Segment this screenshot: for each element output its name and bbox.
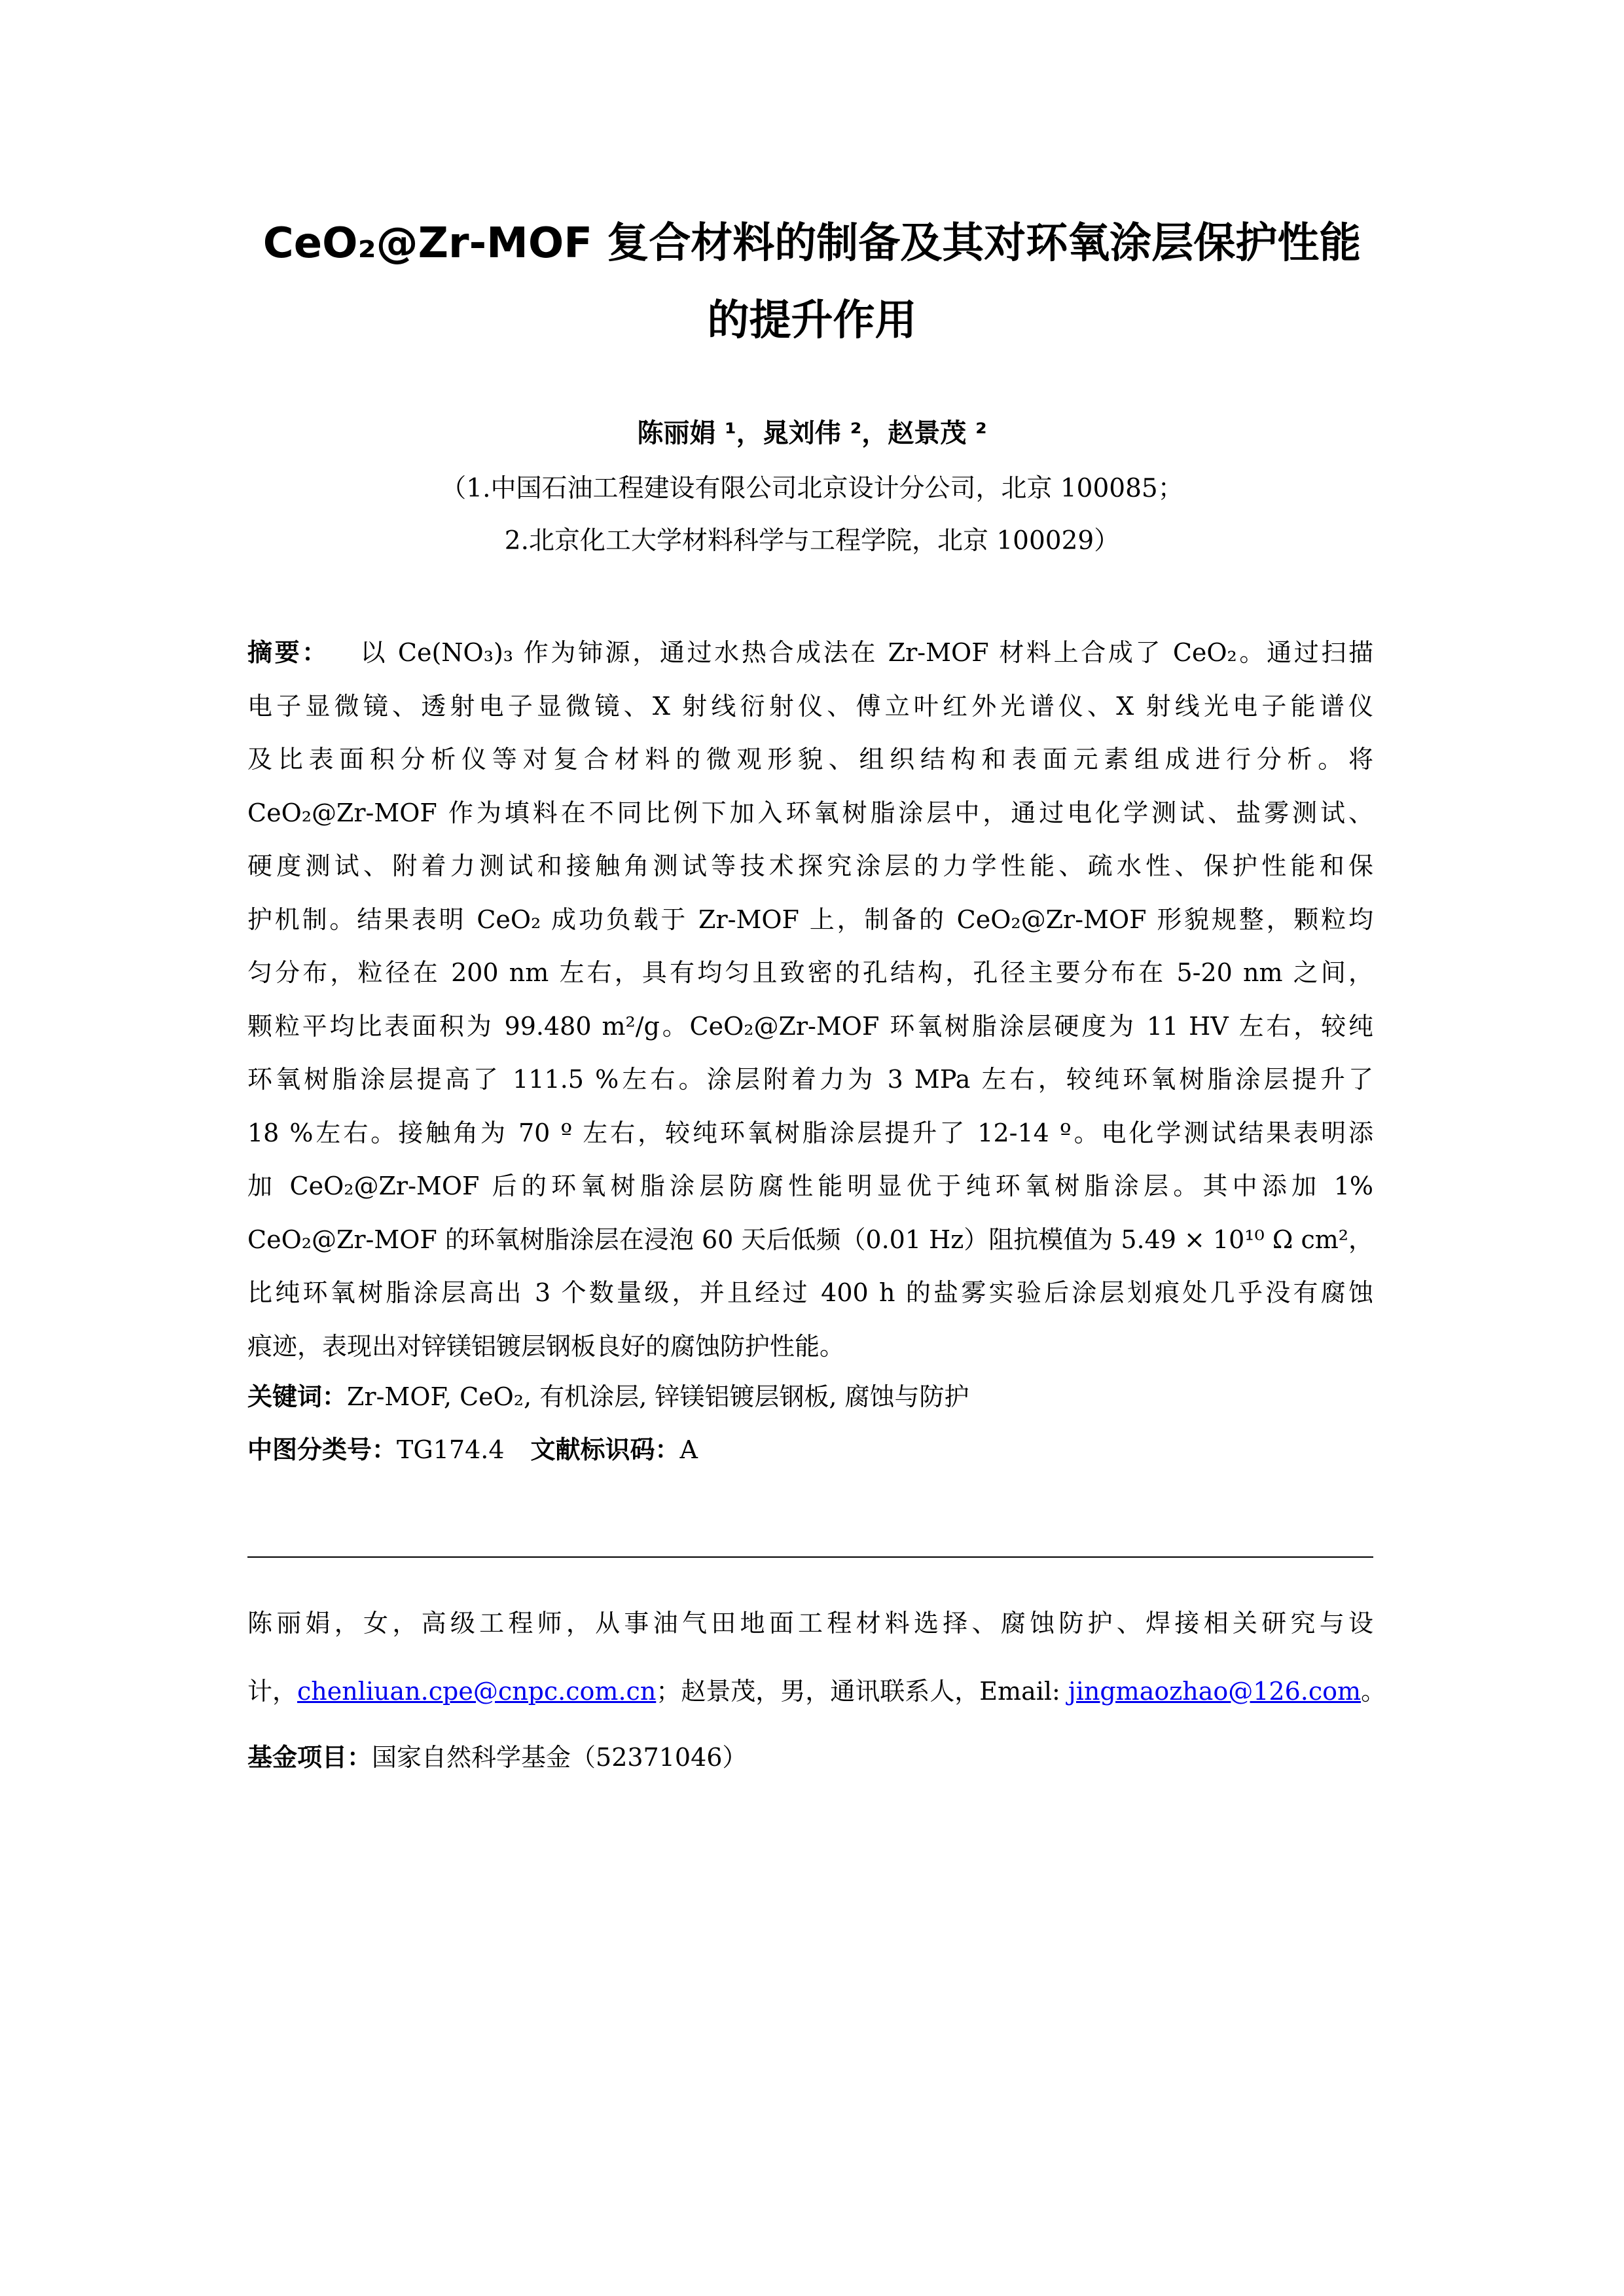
contact-suffix: 。 [1361,1677,1386,1706]
abstract-line: CeO₂@Zr-MOF 作为填料在不同比例下加入环氧树脂涂层中，通过电化学测试、盐雾测试、 [247,798,1373,827]
author-bio-line: 陈丽娟，女，高级工程师，从事油气田地面工程材料选择、腐蚀防护、焊接相关研究与设 [247,1609,1373,1638]
abstract-line: CeO₂@Zr-MOF 的环氧树脂涂层在浸泡 60 天后低频（0.01 Hz）阻抗模值为 5.49 × 10¹⁰ Ω cm²， [247,1225,1373,1254]
funding-label: 基金项目： [247,1743,372,1772]
abstract-line: 颗粒平均比表面积为 99.480 m²/g。CeO₂@Zr-MOF 环氧树脂涂层硬度为 11 HV 左右，较纯 [247,1012,1373,1041]
abstract-line: 环氧树脂涂层提高了 111.5 %左右。涂层附着力为 3 MPa 左右，较纯环氧树脂涂层提升了 [247,1065,1373,1094]
abstract-line: 比纯环氧树脂涂层高出 3 个数量级，并且经过 400 h 的盐雾实验后涂层划痕处几乎没有腐蚀 [247,1278,1373,1307]
author-contact-line [247,1672,1386,1711]
abstract-line: 痕迹，表现出对锌镁铝镀层钢板良好的腐蚀防护性能。 [247,1332,845,1361]
email-link-zhao[interactable]: jingmaozhao@126.com [1068,1677,1362,1706]
funding-line [247,1738,1373,1777]
contact-mid: ；赵景茂，男，通讯联系人，Email: [656,1677,1068,1706]
keywords-label: 关键词： [247,1382,348,1411]
abstract-line: 18 %左右。接触角为 70 º 左右，较纯环氧树脂涂层提升了 12-14 º。电化学测试结果表明添 [247,1119,1373,1147]
affiliation-2: 2.北京化工大学材料科学与工程学院，北京 100029） [504,526,1120,556]
doc-code-value: A [679,1435,698,1464]
paper-title-line-2: 的提升作用 [707,296,917,345]
funding-value: 国家自然科学基金（52371046） [372,1743,748,1772]
abstract-label: 摘要： [247,638,329,667]
abstract-line [247,633,1373,672]
email-link-chen[interactable]: chenliuan.cpe@cnpc.com.cn [297,1677,657,1706]
footnote-divider [247,1556,1373,1558]
contact-prefix: 计， [247,1677,298,1706]
paper-title-line-1: CeO₂@Zr-MOF 复合材料的制备及其对环氧涂层保护性能 [262,219,1362,268]
abstract-text: 以 Ce(NO₃)₃ 作为铈源，通过水热合成法在 Zr-MOF 材料上合成了 CeO₂。通过扫描 [357,638,1373,667]
author-list: 陈丽娟 ¹，晁刘伟 ²，赵景茂 ² [637,418,987,448]
abstract-line: 电子显微镜、透射电子显微镜、X 射线衍射仪、傅立叶红外光谱仪、X 射线光电子能谱仪 [247,692,1373,721]
abstract-line: 及比表面积分析仪等对复合材料的微观形貌、组织结构和表面元素组成进行分析。将 [247,745,1373,774]
abstract-line: 匀分布，粒径在 200 nm 左右，具有均匀且致密的孔结构，孔径主要分布在 5-20 nm 之间， [247,958,1373,987]
doc-code-label: 文献标识码： [530,1435,680,1464]
keywords-value: Zr-MOF, CeO₂, 有机涂层, 锌镁铝镀层钢板, 腐蚀与防护 [347,1382,969,1411]
classification-line [247,1430,1373,1469]
affiliation-1: （1.中国石油工程建设有限公司北京设计分公司，北京 100085； [441,474,1183,503]
clc-label: 中图分类号： [247,1435,397,1464]
keywords-line [247,1377,1373,1416]
clc-value: TG174.4 [397,1435,505,1464]
abstract-line: 硬度测试、附着力测试和接触角测试等技术探究涂层的力学性能、疏水性、保护性能和保 [247,852,1373,880]
abstract-line: 护机制。结果表明 CeO₂ 成功负载于 Zr-MOF 上，制备的 CeO₂@Zr-MOF 形貌规整，颗粒均 [247,905,1373,934]
abstract-line: 加 CeO₂@Zr-MOF 后的环氧树脂涂层防腐性能明显优于纯环氧树脂涂层。其中添加 1% [247,1172,1373,1200]
